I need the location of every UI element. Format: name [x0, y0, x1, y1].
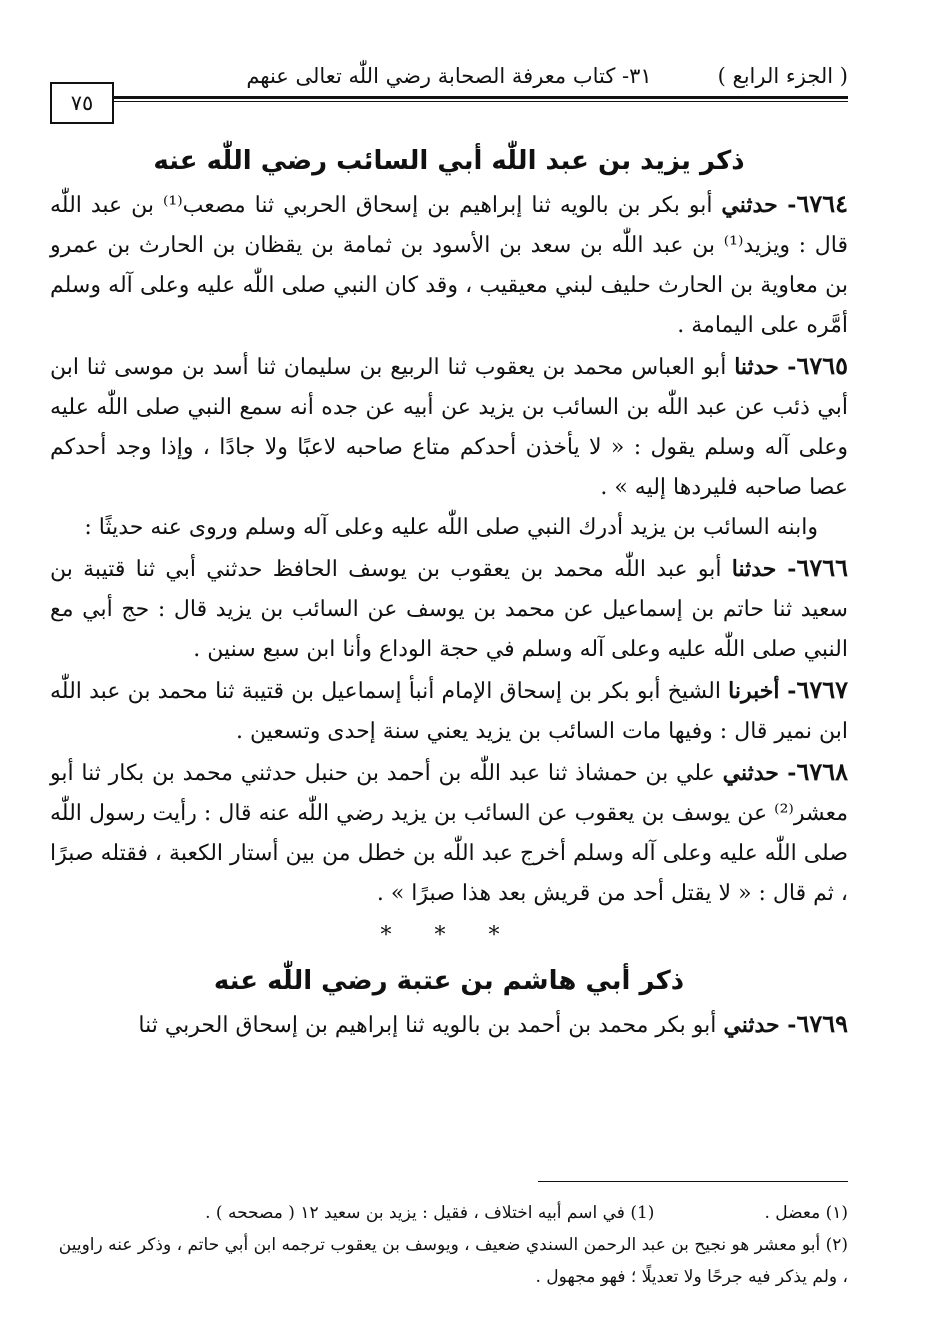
header-rule [112, 96, 848, 99]
footnote-1a: (١) معضل . [764, 1203, 848, 1223]
footnote-rule [538, 1181, 848, 1182]
hadith-text: علي بن حمشاذ ثنا عبد اللّٰه بن أحمد بن حنبل حدثني محمد بن بكار ثنا أبو معشر⁽²⁾ عن يوسف بن يعقوب عن السائب بن يزيد رضي اللّٰه عنه قال : رأيت رسول اللّٰه صلى اللّٰه عليه وعلى آله وسلم أخرج عبد اللّٰه بن خطل من بين أستار الكعبة ، فقتله صبرًا ، ثم قال : « لا يقتل أحد من قريش بعد هذا صبرًا » . [50, 761, 848, 906]
hadith-text: أبو بكر محمد بن أحمد بن بالويه ثنا إبراهيم بن إسحاق الحربي ثنا [138, 1013, 717, 1038]
note-paragraph: وابنه السائب بن يزيد أدرك النبي صلى اللّٰه عليه وعلى آله وسلم وروى عنه حديثًا : [84, 515, 818, 540]
hadith-text: أبو عبد اللّٰه محمد بن يعقوب بن يوسف الحافظ حدثني أبي ثنا قتيبة بن سعيد ثنا حاتم بن إسماعيل عن محمد بن يوسف عن السائب بن يزيد قال : حج أبي مع النبي صلى اللّٰه عليه وعلى آله وسلم في حجة الوداع وأنا ابن سبع سنين . [50, 557, 848, 662]
narration-keyword: حدثنا [731, 556, 777, 582]
section-title: ذكر يزيد بن عبد اللّٰه أبي السائب رضي اللّٰه عنه [153, 146, 745, 176]
narration-keyword: حدثني [721, 192, 778, 218]
footnotes [50, 1197, 848, 1293]
narration-keyword: أخبرنا [728, 678, 780, 704]
hadith-number: ٦٧٦٨ [796, 757, 849, 786]
hadith-6764: ٦٧٦٤- حدثني أبو بكر بن بالويه ثنا إبراهيم بن إسحاق الحربي ثنا مصعب⁽¹⁾ بن عبد اللّٰه قال : ويزيد⁽¹⁾ بن عبد اللّٰه بن سعد بن الأسود بن ثمامة بن يقظان بن الحارث بن عمرو بن معاوية بن الحارث حليف لبني معيقيب ، وقد كان النبي صلى اللّٰه عليه وعلى آله وسلم أمَّره على اليمامة . [50, 189, 849, 338]
section-separator: * * * [380, 923, 518, 948]
hadith-6768: ٦٧٦٨- حدثني علي بن حمشاذ ثنا عبد اللّٰه بن أحمد بن حنبل حدثني محمد بن بكار ثنا أبو معشر⁽²⁾ عن يوسف بن يعقوب عن السائب بن يزيد رضي اللّٰه عنه قال : رأيت رسول اللّٰه صلى اللّٰه عليه وعلى آله وسلم أخرج عبد اللّٰه بن خطل من بين أستار الكعبة ، فقتله صبرًا ، ثم قال : « لا يقتل أحد من قريش بعد هذا صبرًا » . [50, 757, 849, 906]
hadith-6766: ٦٧٦٦- حدثنا أبو عبد اللّٰه محمد بن يعقوب بن يوسف الحافظ حدثني أبي ثنا قتيبة بن سعيد ثنا حاتم بن إسماعيل عن محمد بن يوسف عن السائب بن يزيد قال : حج أبي مع النبي صلى اللّٰه عليه وعلى آله وسلم في حجة الوداع وأنا ابن سبع سنين . [50, 553, 848, 662]
page-number: ٧٥ [50, 82, 114, 124]
running-header [50, 58, 848, 94]
narration-keyword: حدثني [722, 760, 779, 786]
hadith-number: ٦٧٦٥ [796, 351, 848, 380]
footnote-2: (٢) أبو معشر هو نجيح بن عبد الرحمن السندي ضعيف ، ويوسف بن يعقوب ترجمه ابن أبي حاتم ، وذكر عنه راويين ، ولم يذكر فيه جرحًا ولا تعديلًا ؛ فهو مجهول . [58, 1235, 848, 1287]
hadith-6769: ٦٧٦٩- حدثني أبو بكر محمد بن أحمد بن بالويه ثنا إبراهيم بن إسحاق الحربي ثنا [138, 1009, 848, 1038]
section-title: ذكر أبي هاشم بن عتبة رضي اللّٰه عنه [213, 966, 685, 996]
narration-keyword: حدثنا [734, 354, 779, 380]
main-text [50, 138, 848, 1046]
book-title: ٣١- كتاب معرفة الصحابة رضي اللّٰه تعالى عنهم [246, 64, 652, 88]
hadith-number: ٦٧٦٤ [796, 189, 849, 218]
header-rule-thin [112, 101, 848, 102]
footnote-1b: (1) في اسم أبيه اختلاف ، فقيل : يزيد بن سعيد ١٢ ( مصححه ) . [205, 1203, 655, 1223]
footnote-1 [50, 1197, 848, 1229]
hadith-number: ٦٧٦٩ [796, 1009, 848, 1038]
hadith-6767: ٦٧٦٧- أخبرنا الشيخ أبو بكر بن إسحاق الإمام أنبأ إسماعيل بن قتيبة ثنا محمد بن عبد اللّٰه ابن نمير قال : وفيها مات السائب بن يزيد يعني سنة إحدى وتسعين . [50, 675, 848, 744]
hadith-text: أبو العباس محمد بن يعقوب ثنا الربيع بن سليمان ثنا أسد بن موسى ثنا ابن أبي ذئب عن عبد اللّٰه بن السائب بن يزيد عن أبيه عن جده أنه سمع النبي صلى اللّٰه عليه وعلى آله وسلم يقول : « لا يأخذن أحدكم متاع صاحبه لاعبًا ولا جادًا ، وإذا وجد أحدكم عصا صاحبه فليردها إليه » . [50, 355, 848, 500]
hadith-number: ٦٧٦٦ [796, 553, 848, 582]
narration-keyword: حدثني [723, 1012, 780, 1038]
hadith-number: ٦٧٦٧ [796, 675, 848, 704]
hadith-6765: ٦٧٦٥- حدثنا أبو العباس محمد بن يعقوب ثنا الربيع بن سليمان ثنا أسد بن موسى ثنا ابن أبي ذئب عن عبد اللّٰه بن السائب بن يزيد عن أبيه عن جده أنه سمع النبي صلى اللّٰه عليه وعلى آله وسلم يقول : « لا يأخذن أحدكم متاع صاحبه لاعبًا ولا جادًا ، وإذا وجد أحدكم عصا صاحبه فليردها إليه » . [50, 351, 848, 500]
hadith-text: الشيخ أبو بكر بن إسحاق الإمام أنبأ إسماعيل بن قتيبة ثنا محمد بن عبد اللّٰه ابن نمير قال : وفيها مات السائب بن يزيد يعني سنة إحدى وتسعين . [50, 679, 848, 744]
hadith-text: أبو بكر بن بالويه ثنا إبراهيم بن إسحاق الحربي ثنا مصعب⁽¹⁾ بن عبد اللّٰه قال : ويزيد⁽¹⁾ بن عبد اللّٰه بن سعد بن الأسود بن ثمامة بن يقظان بن الحارث بن عمرو بن معاوية بن الحارث حليف لبني معيقيب ، وقد كان النبي صلى اللّٰه عليه وعلى آله وسلم أمَّره على اليمامة . [50, 193, 848, 338]
volume-label: ( الجزء الرابع ) [717, 64, 848, 88]
